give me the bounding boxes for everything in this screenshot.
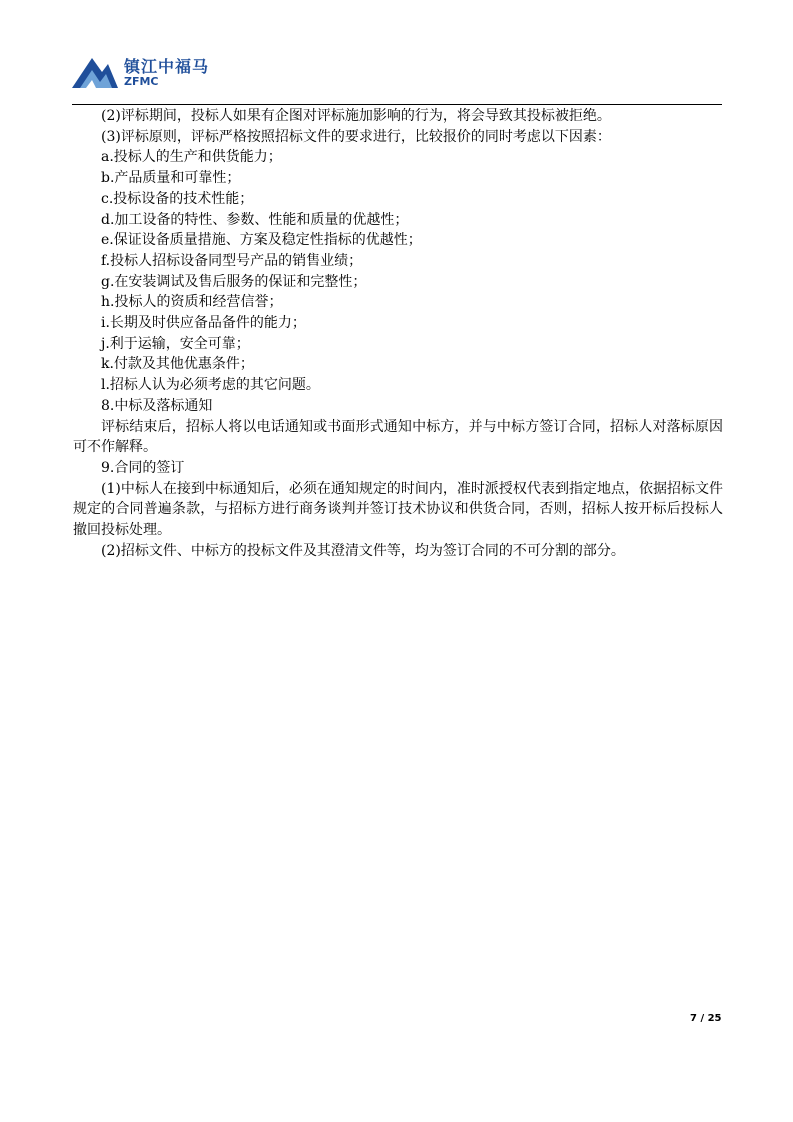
page-number: 7 / 25 xyxy=(690,1013,722,1024)
document-body xyxy=(73,106,723,561)
company-name-en: ZFMC xyxy=(124,75,159,88)
list-item: e.保证设备质量措施、方案及稳定性指标的优越性； xyxy=(101,232,422,249)
list-item: j.利于运输，安全可靠； xyxy=(101,335,250,352)
section-8-text: 评标结束后，招标人将以电话通知或书面形式通知中标方，并与中标方签订合同，招标人对落标原因可不作解释。 xyxy=(73,418,723,456)
list-item: k.付款及其他优惠条件； xyxy=(101,356,254,373)
list-item: i.长期及时供应备品备件的能力； xyxy=(101,315,306,332)
list-item: a.投标人的生产和供货能力； xyxy=(101,149,282,166)
page-header xyxy=(72,52,722,106)
section-9-paragraph-1: (1)中标人在接到中标通知后，必须在通知规定的时间内，准时派授权代表到指定地点，依据招标文件规定的合同普遍条款，与招标方进行商务谈判并签订技术协议和供货合同，否则，招标人按开标后投标人撤回投标处理。 xyxy=(73,480,723,539)
list-item: c.投标设备的技术性能； xyxy=(101,190,254,207)
list-item: b.产品质量和可靠性； xyxy=(101,170,241,187)
list-item: l.招标人认为必须考虑的其它问题。 xyxy=(101,377,320,394)
list-item: h.投标人的资质和经营信誉； xyxy=(101,294,283,311)
zfmc-logo-icon xyxy=(72,54,118,90)
list-item: d.加工设备的特性、参数、性能和质量的优越性； xyxy=(101,211,409,228)
section-8-heading: 8.中标及落标通知 xyxy=(101,397,213,414)
section-9-heading: 9.合同的签订 xyxy=(101,459,185,476)
list-item: f.投标人招标设备同型号产品的销售业绩； xyxy=(101,252,363,269)
section-9-paragraph-2: (2)招标文件、中标方的投标文件及其澄清文件等，均为签订合同的不可分割的部分。 xyxy=(101,542,625,559)
paragraph-evaluation-period: (2)评标期间，投标人如果有企图对评标施加影响的行为，将会导致其投标被拒绝。 xyxy=(101,108,611,124)
paragraph-evaluation-principle: (3)评标原则，评标严格按照招标文件的要求进行，比较报价的同时考虑以下因素： xyxy=(101,128,611,145)
company-name-cn: 镇江中福马 xyxy=(124,57,210,76)
evaluation-factors-list xyxy=(73,147,723,395)
list-item: g.在安装调试及售后服务的保证和完整性； xyxy=(101,273,367,290)
header-divider xyxy=(72,104,722,105)
